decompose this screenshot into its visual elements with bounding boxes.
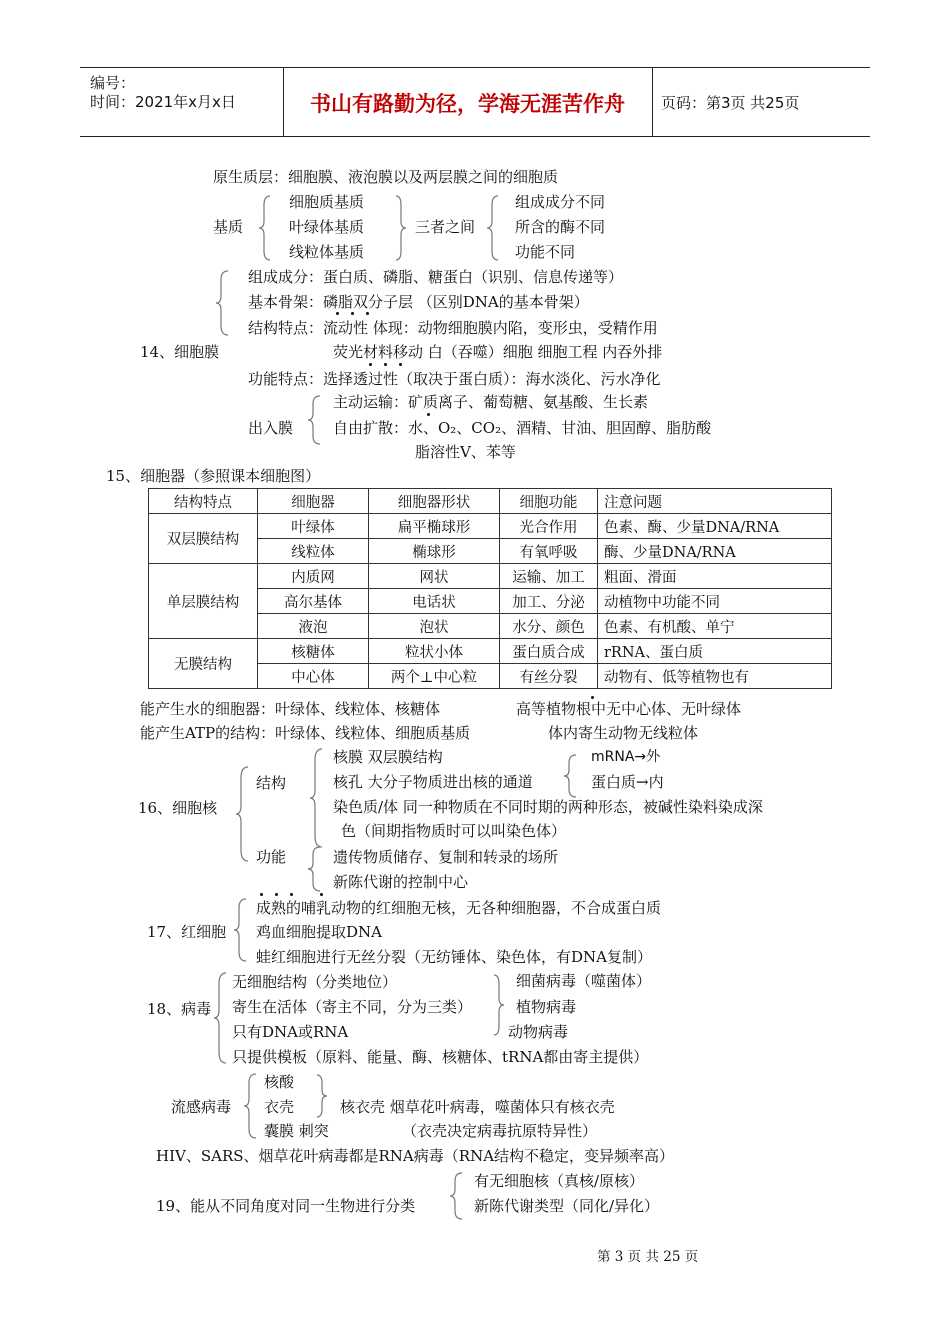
- chromatin: 染色质/体 同一种物质在不同时期的两种形态，被碱性染料染成深: [333, 798, 763, 816]
- atp-note: 体内寄生动物无线粒体: [548, 724, 699, 742]
- rbc-chicken: 鸡血细胞提取DNA: [256, 923, 382, 941]
- table-row: [149, 564, 832, 589]
- virus-parasitic: 寄生在活体（寄主不同，分为三类）: [232, 998, 473, 1016]
- virus-type: 动物病毒: [508, 1023, 569, 1041]
- capsid-brace: [316, 1074, 328, 1118]
- table-cell: 泡状: [369, 614, 500, 639]
- capsid-text: 核衣壳 烟草花叶病毒，噬菌体只有核衣壳: [340, 1098, 615, 1116]
- table-cell: 光合作用: [500, 514, 598, 539]
- matrix-item: 叶绿体基质: [289, 218, 365, 236]
- atp-structures: 能产生ATP的结构：叶绿体、线粒体、细胞质基质: [140, 724, 471, 742]
- transport-brace: [310, 395, 322, 445]
- header-meta-cell: [80, 68, 284, 136]
- table-cell: 线粒体: [258, 539, 369, 564]
- matrix-middle: 三者之间: [415, 218, 476, 236]
- rna-virus-note: HIV、SARS、烟草花叶病毒都是RNA病毒（RNA结构不稳定，变异频率高）: [156, 1147, 675, 1165]
- membrane-structure: 结构特点：流动性 体现：动物细胞膜内陷，变形虫，受精作用: [248, 319, 658, 337]
- virus-brace: [214, 972, 228, 1064]
- section-14-title: 14、细胞膜: [140, 343, 220, 361]
- emphasis-dot: [351, 312, 354, 315]
- table-cell: 扁平椭球形: [369, 514, 500, 539]
- classify-brace: [452, 1172, 464, 1220]
- matrix-diff: 组成成分不同: [515, 193, 606, 211]
- table-cell: 水分、颜色: [500, 614, 598, 639]
- function-storage: 遗传物质储存、复制和转录的场所: [333, 848, 559, 866]
- table-cell: 运输、加工: [500, 564, 598, 589]
- chromatin-cont: 色（间期指物质时可以叫染色体）: [341, 822, 567, 840]
- matrix-brace-right: [395, 195, 407, 261]
- free-diffusion: 自由扩散：水、O₂、CO₂、酒精、甘油、胆固醇、脂肪酸: [333, 419, 712, 437]
- table-header-cell: 细胞器: [258, 489, 369, 514]
- table-cell: 液泡: [258, 614, 369, 639]
- table-header-cell: 结构特点: [149, 489, 258, 514]
- table-cell: 核糖体: [258, 639, 369, 664]
- matrix-brace-left: [262, 195, 272, 261]
- section-16-title: 16、细胞核: [138, 799, 218, 817]
- table-cell: 动植物中功能不同: [598, 589, 832, 614]
- table-cell: 内质网: [258, 564, 369, 589]
- matrix-label: 基质: [213, 218, 244, 236]
- matrix-item: 细胞质基质: [289, 193, 365, 211]
- emphasis-dot: [366, 312, 369, 315]
- classify-metabolism: 新陈代谢类型（同化/异化）: [474, 1197, 660, 1215]
- rbc-frog: 蛙红细胞进行无丝分裂（无纺锤体、染色体，有DNA复制）: [256, 948, 652, 966]
- virus-template: 只提供模板（原料、能量、酶、核糖体、tRNA都由寄主提供）: [232, 1048, 649, 1066]
- virus-nucleic: 只有DNA或RNA: [232, 1023, 349, 1041]
- header-page-cell: [652, 68, 871, 136]
- table-cell: 有丝分裂: [500, 664, 598, 689]
- table-cell: 网状: [369, 564, 500, 589]
- matrix-diff: 功能不同: [515, 243, 576, 261]
- table-row: [149, 514, 832, 539]
- emphasis-dot: [369, 363, 372, 366]
- table-header-cell: 细胞功能: [500, 489, 598, 514]
- emphasis-dot: [260, 893, 263, 896]
- emphasis-dot: [384, 363, 387, 366]
- protoplast-line: 原生质层：细胞膜、液泡膜以及两层膜之间的细胞质: [213, 168, 559, 186]
- virus-type: 细菌病毒（噬菌体）: [516, 972, 652, 990]
- function-control: 新陈代谢的控制中心: [333, 873, 469, 891]
- group-cell: 单层膜结构: [149, 564, 258, 639]
- table-cell: 色素、有机酸、单宁: [598, 614, 832, 639]
- table-cell: 高尔基体: [258, 589, 369, 614]
- emphasis-dot: [290, 893, 293, 896]
- table-cell: 粒状小体: [369, 639, 500, 664]
- virus-acellular: 无细胞结构（分类地位）: [232, 973, 398, 991]
- table-cell: 叶绿体: [258, 514, 369, 539]
- transport-label: 出入膜: [248, 419, 294, 437]
- emphasis-dot: [275, 893, 278, 896]
- table-cell: 粗面、滑面: [598, 564, 832, 589]
- emphasis-dot: [336, 312, 339, 315]
- virus-type-brace: [493, 974, 505, 1036]
- page-header: [80, 67, 870, 137]
- nuclear-membrane: 核膜 双层膜结构: [333, 748, 443, 766]
- emphasis-dot: [591, 696, 594, 699]
- mrna-out: mRNA→外: [591, 749, 661, 765]
- flu-brace: [246, 1073, 258, 1139]
- table-header-row: [149, 489, 832, 514]
- classify-nucleus: 有无细胞核（真核/原核）: [474, 1172, 645, 1190]
- table-cell: 电话状: [369, 589, 500, 614]
- page-footer: 第 3 页 共 25 页: [597, 1249, 699, 1265]
- table-cell: rRNA、蛋白质: [598, 639, 832, 664]
- group-cell: 无膜结构: [149, 639, 258, 689]
- emphasis-dot: [427, 413, 430, 416]
- free-diffusion-cont: 脂溶性V、苯等: [415, 443, 516, 461]
- water-note: 高等植物根中无中心体、无叶绿体: [516, 700, 742, 718]
- organelle-table: [148, 488, 832, 689]
- table-cell: 色素、酶、少量DNA/RNA: [598, 514, 832, 539]
- active-transport: 主动运输：矿质离子、葡萄糖、氨基酸、生长素: [333, 393, 649, 411]
- table-cell: 蛋白质合成: [500, 639, 598, 664]
- membrane-brace: [218, 270, 230, 336]
- emphasis-dot: [399, 363, 402, 366]
- rbc-mammal: 成熟的哺乳动物的红细胞无核，无各种细胞器，不合成蛋白质: [256, 899, 662, 917]
- membrane-examples: 荧光材料移动 白（吞噬）细胞 细胞工程 内吞外排: [333, 343, 663, 361]
- capsid-note: （衣壳决定病毒抗原特异性）: [402, 1122, 598, 1140]
- nucleus-brace: [236, 766, 250, 862]
- table-cell: 中心体: [258, 664, 369, 689]
- flu-part: 核酸: [264, 1073, 295, 1091]
- membrane-skeleton: 基本骨架：磷脂双分子层 （区别DNA的基本骨架）: [248, 293, 589, 311]
- table-cell: 两个⊥中心粒: [369, 664, 500, 689]
- group-cell: 双层膜结构: [149, 514, 258, 564]
- structure-label: 结构: [256, 774, 287, 792]
- table-header-cell: 细胞器形状: [369, 489, 500, 514]
- membrane-composition: 组成成分：蛋白质、磷脂、糖蛋白（识别、信息传递等）: [248, 268, 624, 286]
- rbc-brace: [234, 898, 248, 962]
- function-brace: [310, 846, 322, 892]
- matrix-diff-brace: [490, 195, 500, 261]
- time-label: 时间：2021年x月x日: [90, 93, 236, 111]
- table-header-cell: 注意问题: [598, 489, 832, 514]
- section-19-title: 19、能从不同角度对同一生物进行分类: [156, 1197, 416, 1215]
- flu-part: 衣壳: [264, 1098, 295, 1116]
- nuclear-pore: 核孔 大分子物质进出核的通道: [333, 773, 533, 791]
- table-cell: 动物有、低等植物也有: [598, 664, 832, 689]
- table-cell: 加工、分泌: [500, 589, 598, 614]
- section-17-title: 17、红细胞: [147, 923, 227, 941]
- pore-brace: [566, 754, 578, 798]
- membrane-function: 功能特点：选择透过性（取决于蛋白质）：海水淡化、污水净化: [248, 370, 661, 388]
- section-18-title: 18、病毒: [147, 1000, 212, 1018]
- emphasis-dot: [320, 893, 323, 896]
- table-cell: 有氧呼吸: [500, 539, 598, 564]
- water-organelles: 能产生水的细胞器：叶绿体、线粒体、核糖体: [140, 700, 441, 718]
- table-row: [149, 639, 832, 664]
- page-info: 页码：第3页 共25页: [661, 94, 800, 112]
- flu-label: 流感病毒: [171, 1098, 232, 1116]
- flu-part: 囊膜 刺突: [264, 1122, 329, 1140]
- structure-brace: [310, 748, 324, 848]
- table-cell: 椭球形: [369, 539, 500, 564]
- section-15-title: 15、细胞器（参照课本细胞图）: [106, 467, 321, 485]
- protein-in: 蛋白质→内: [591, 773, 664, 791]
- number-label: 编号：: [90, 74, 136, 92]
- matrix-diff: 所含的酶不同: [515, 218, 606, 236]
- function-label: 功能: [256, 848, 287, 866]
- virus-type: 植物病毒: [516, 998, 577, 1016]
- motto: 书山有路勤为径，学海无涯苦作舟: [310, 92, 625, 116]
- table-cell: 酶、少量DNA/RNA: [598, 539, 832, 564]
- matrix-item: 线粒体基质: [289, 243, 365, 261]
